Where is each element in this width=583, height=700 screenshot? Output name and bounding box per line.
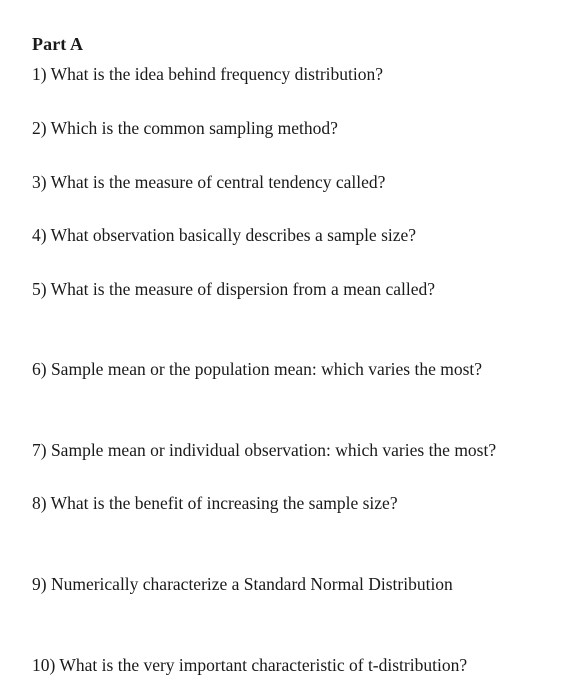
section-title: Part A — [32, 34, 84, 54]
question-9: 9) Numerically characterize a Standard Normal Distribution — [32, 574, 453, 594]
question-7: 7) Sample mean or individual observation: which varies the most? — [32, 440, 497, 460]
question-5: 5) What is the measure of dispersion from a mean called? — [32, 279, 436, 299]
question-8: 8) What is the benefit of increasing the sample size? — [32, 493, 398, 513]
question-2: 2) Which is the common sampling method? — [32, 118, 338, 138]
question-4: 4) What observation basically describes a sample size? — [32, 225, 417, 245]
question-10: 10) What is the very important characteristic of t-distribution? — [32, 655, 468, 675]
question-1: 1) What is the idea behind frequency distribution? — [32, 64, 384, 84]
question-6: 6) Sample mean or the population mean: which varies the most? — [32, 359, 483, 379]
question-3: 3) What is the measure of central tendency called? — [32, 172, 386, 192]
cropped-text-fragment — [0, 0, 583, 6]
